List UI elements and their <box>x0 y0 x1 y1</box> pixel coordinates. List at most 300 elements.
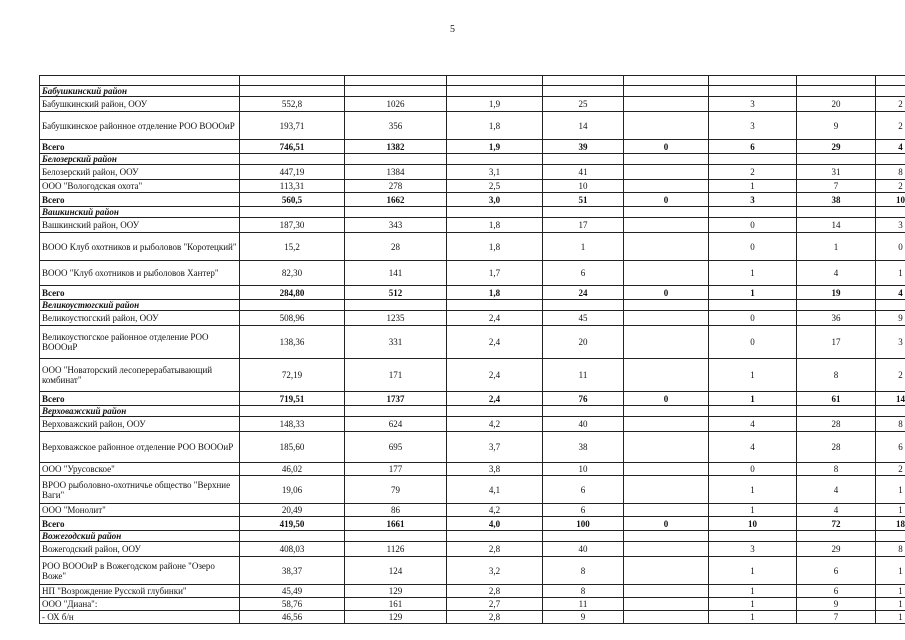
value-cell-c8: 14 <box>876 392 905 406</box>
value-cell-c2: 1382 <box>345 140 447 154</box>
value-cell-c5 <box>624 504 709 517</box>
value-cell-c6: 3 <box>709 542 797 557</box>
value-cell-c3: 3,1 <box>447 165 543 180</box>
table-row <box>40 261 905 286</box>
value-cell-c8: 3 <box>876 218 905 233</box>
value-cell-c8: 2 <box>876 463 905 476</box>
value-cell-c2: 1235 <box>345 311 447 326</box>
value-cell-c8: 1 <box>876 557 905 585</box>
value-cell-c4 <box>543 207 624 218</box>
entity-name: Верховажское районное отделение РОО ВОООиР <box>40 432 240 463</box>
value-cell-c4: 39 <box>543 140 624 154</box>
table-row <box>40 417 905 432</box>
value-cell-c1: 19,06 <box>240 476 345 504</box>
value-cell-c4 <box>543 154 624 165</box>
value-cell-c1: 15,2 <box>240 233 345 261</box>
entity-name: Великоустюгское районное отделение РОО ВОООиР <box>40 326 240 359</box>
value-cell-c2: 129 <box>345 585 447 598</box>
table-row <box>40 165 905 180</box>
entity-name: Всего <box>40 140 240 154</box>
value-cell-c4: 6 <box>543 476 624 504</box>
district-name: Белозерский район <box>40 154 240 165</box>
value-cell-c1 <box>240 86 345 97</box>
value-cell-c7 <box>797 531 876 542</box>
value-cell-c3 <box>447 207 543 218</box>
value-cell-c7 <box>797 300 876 311</box>
value-cell-c3 <box>447 531 543 542</box>
value-cell-c4: 10 <box>543 180 624 193</box>
entity-name: РОО ВОООиР в Вожегодском районе "Озеро Воже" <box>40 557 240 585</box>
value-cell-c3: 3,8 <box>447 463 543 476</box>
value-cell-c1: 185,60 <box>240 432 345 463</box>
value-cell-c6: 4 <box>709 432 797 463</box>
value-cell-c7: 7 <box>797 611 876 624</box>
value-cell-c8: 1 <box>876 611 905 624</box>
value-cell-c8: 10 <box>876 193 905 207</box>
value-cell-c5: 0 <box>624 193 709 207</box>
entity-name: ООО "Диана": <box>40 598 240 611</box>
value-cell-c2: 1384 <box>345 165 447 180</box>
value-cell-c5: 0 <box>624 286 709 300</box>
value-cell-c8: 4 <box>876 140 905 154</box>
value-cell-c4: 41 <box>543 165 624 180</box>
value-cell-c8: 0 <box>876 233 905 261</box>
header-cell <box>543 76 624 86</box>
district-name: Великоустюгский район <box>40 300 240 311</box>
value-cell-c6: 1 <box>709 359 797 392</box>
table-row <box>40 218 905 233</box>
total-row <box>40 517 905 531</box>
value-cell-c8: 8 <box>876 417 905 432</box>
value-cell-c5 <box>624 432 709 463</box>
header-cell <box>447 76 543 86</box>
value-cell-c8 <box>876 406 905 417</box>
value-cell-c6: 1 <box>709 476 797 504</box>
value-cell-c6: 10 <box>709 517 797 531</box>
value-cell-c4: 10 <box>543 463 624 476</box>
entity-name: ООО "Урусовское" <box>40 463 240 476</box>
value-cell-c7: 4 <box>797 504 876 517</box>
value-cell-c4: 100 <box>543 517 624 531</box>
district-header-row <box>40 531 905 542</box>
total-row <box>40 392 905 406</box>
value-cell-c1 <box>240 207 345 218</box>
district-name: Вожегодский район <box>40 531 240 542</box>
total-row <box>40 286 905 300</box>
value-cell-c6: 1 <box>709 392 797 406</box>
value-cell-c6: 1 <box>709 598 797 611</box>
value-cell-c6: 1 <box>709 585 797 598</box>
value-cell-c7: 19 <box>797 286 876 300</box>
value-cell-c1: 46,02 <box>240 463 345 476</box>
value-cell-c4: 6 <box>543 261 624 286</box>
value-cell-c8: 9 <box>876 311 905 326</box>
value-cell-c7 <box>797 154 876 165</box>
value-cell-c1: 447,19 <box>240 165 345 180</box>
value-cell-c8: 2 <box>876 180 905 193</box>
value-cell-c8 <box>876 207 905 218</box>
value-cell-c1: 193,71 <box>240 112 345 140</box>
value-cell-c5 <box>624 233 709 261</box>
table-row <box>40 311 905 326</box>
value-cell-c6: 3 <box>709 193 797 207</box>
value-cell-c2: 356 <box>345 112 447 140</box>
value-cell-c7: 61 <box>797 392 876 406</box>
value-cell-c6: 1 <box>709 180 797 193</box>
value-cell-c2: 141 <box>345 261 447 286</box>
value-cell-c7: 28 <box>797 417 876 432</box>
table-row <box>40 463 905 476</box>
value-cell-c3: 1,8 <box>447 286 543 300</box>
district-name: Вашкинский район <box>40 207 240 218</box>
entity-name: Верховажский район, ООУ <box>40 417 240 432</box>
value-cell-c3 <box>447 300 543 311</box>
value-cell-c5 <box>624 97 709 112</box>
value-cell-c7: 9 <box>797 598 876 611</box>
value-cell-c4: 11 <box>543 359 624 392</box>
value-cell-c6: 0 <box>709 311 797 326</box>
value-cell-c7: 20 <box>797 97 876 112</box>
district-header-row <box>40 300 905 311</box>
district-header-row <box>40 86 905 97</box>
value-cell-c6: 0 <box>709 326 797 359</box>
value-cell-c5 <box>624 531 709 542</box>
value-cell-c3: 2,8 <box>447 585 543 598</box>
value-cell-c1: 113,31 <box>240 180 345 193</box>
value-cell-c2: 124 <box>345 557 447 585</box>
value-cell-c4 <box>543 300 624 311</box>
column-header-row <box>40 76 905 86</box>
table-row <box>40 112 905 140</box>
header-cell <box>876 76 905 86</box>
table-body <box>40 76 905 624</box>
entity-name: Вашкинский район, ООУ <box>40 218 240 233</box>
value-cell-c7: 29 <box>797 140 876 154</box>
value-cell-c3: 1,9 <box>447 97 543 112</box>
total-row <box>40 140 905 154</box>
value-cell-c5 <box>624 476 709 504</box>
value-cell-c2: 278 <box>345 180 447 193</box>
value-cell-c6 <box>709 207 797 218</box>
value-cell-c6 <box>709 531 797 542</box>
table-row <box>40 476 905 504</box>
entity-name: Вожегодский район, ООУ <box>40 542 240 557</box>
table-row <box>40 180 905 193</box>
value-cell-c8 <box>876 86 905 97</box>
table-row <box>40 611 905 624</box>
district-name: Верховажский район <box>40 406 240 417</box>
table-row <box>40 97 905 112</box>
header-cell <box>797 76 876 86</box>
table-row <box>40 598 905 611</box>
value-cell-c1: 46,56 <box>240 611 345 624</box>
entity-name: ООО "Вологодская охота" <box>40 180 240 193</box>
value-cell-c4: 40 <box>543 542 624 557</box>
value-cell-c3: 3,7 <box>447 432 543 463</box>
value-cell-c8: 1 <box>876 504 905 517</box>
value-cell-c5 <box>624 207 709 218</box>
entity-name: - ОХ б/н <box>40 611 240 624</box>
value-cell-c2: 331 <box>345 326 447 359</box>
value-cell-c4: 8 <box>543 557 624 585</box>
header-cell <box>345 76 447 86</box>
value-cell-c3: 2,7 <box>447 598 543 611</box>
value-cell-c4: 9 <box>543 611 624 624</box>
value-cell-c4: 1 <box>543 233 624 261</box>
value-cell-c2: 624 <box>345 417 447 432</box>
value-cell-c2: 171 <box>345 359 447 392</box>
value-cell-c1 <box>240 300 345 311</box>
value-cell-c7: 4 <box>797 261 876 286</box>
value-cell-c7 <box>797 207 876 218</box>
value-cell-c1: 284,80 <box>240 286 345 300</box>
value-cell-c4: 24 <box>543 286 624 300</box>
value-cell-c5: 0 <box>624 392 709 406</box>
value-cell-c5 <box>624 300 709 311</box>
value-cell-c3: 2,4 <box>447 392 543 406</box>
value-cell-c4 <box>543 406 624 417</box>
value-cell-c6: 3 <box>709 112 797 140</box>
value-cell-c3: 1,8 <box>447 218 543 233</box>
value-cell-c1: 82,30 <box>240 261 345 286</box>
value-cell-c2: 129 <box>345 611 447 624</box>
value-cell-c3: 2,4 <box>447 311 543 326</box>
district-header-row <box>40 406 905 417</box>
value-cell-c5: 0 <box>624 140 709 154</box>
value-cell-c2 <box>345 154 447 165</box>
value-cell-c6: 1 <box>709 286 797 300</box>
value-cell-c5 <box>624 86 709 97</box>
value-cell-c6: 0 <box>709 218 797 233</box>
value-cell-c6: 1 <box>709 611 797 624</box>
value-cell-c5 <box>624 180 709 193</box>
value-cell-c3: 4,0 <box>447 517 543 531</box>
table-row <box>40 233 905 261</box>
value-cell-c3: 2,4 <box>447 359 543 392</box>
value-cell-c8: 1 <box>876 598 905 611</box>
entity-name: ВОOO "Клуб охотников и рыболовов Хантер" <box>40 261 240 286</box>
value-cell-c4: 11 <box>543 598 624 611</box>
value-cell-c2: 1737 <box>345 392 447 406</box>
value-cell-c8: 2 <box>876 97 905 112</box>
value-cell-c2: 28 <box>345 233 447 261</box>
value-cell-c1: 187,30 <box>240 218 345 233</box>
value-cell-c7 <box>797 406 876 417</box>
value-cell-c4: 38 <box>543 432 624 463</box>
district-header-row <box>40 207 905 218</box>
district-table <box>39 75 905 624</box>
value-cell-c6: 1 <box>709 261 797 286</box>
value-cell-c2: 695 <box>345 432 447 463</box>
value-cell-c3: 2,8 <box>447 611 543 624</box>
value-cell-c7: 38 <box>797 193 876 207</box>
value-cell-c5 <box>624 611 709 624</box>
value-cell-c2: 1026 <box>345 97 447 112</box>
value-cell-c4: 17 <box>543 218 624 233</box>
entity-name: Всего <box>40 286 240 300</box>
value-cell-c4: 8 <box>543 585 624 598</box>
value-cell-c3: 4,2 <box>447 417 543 432</box>
value-cell-c1: 552,8 <box>240 97 345 112</box>
value-cell-c5 <box>624 585 709 598</box>
value-cell-c8: 2 <box>876 359 905 392</box>
value-cell-c2 <box>345 531 447 542</box>
value-cell-c1: 20,49 <box>240 504 345 517</box>
value-cell-c1: 408,03 <box>240 542 345 557</box>
value-cell-c1: 45,49 <box>240 585 345 598</box>
value-cell-c2: 343 <box>345 218 447 233</box>
value-cell-c8: 2 <box>876 112 905 140</box>
value-cell-c5 <box>624 311 709 326</box>
value-cell-c3: 1,9 <box>447 140 543 154</box>
value-cell-c4: 20 <box>543 326 624 359</box>
header-cell <box>709 76 797 86</box>
value-cell-c3: 3,0 <box>447 193 543 207</box>
value-cell-c7: 4 <box>797 476 876 504</box>
value-cell-c7: 8 <box>797 463 876 476</box>
value-cell-c7: 72 <box>797 517 876 531</box>
entity-name: Великоустюгский район, ООУ <box>40 311 240 326</box>
value-cell-c8: 18 <box>876 517 905 531</box>
value-cell-c5 <box>624 154 709 165</box>
value-cell-c7: 8 <box>797 359 876 392</box>
entity-name: Всего <box>40 517 240 531</box>
value-cell-c1 <box>240 406 345 417</box>
value-cell-c3: 1,7 <box>447 261 543 286</box>
value-cell-c6: 3 <box>709 97 797 112</box>
value-cell-c3 <box>447 154 543 165</box>
value-cell-c3: 4,1 <box>447 476 543 504</box>
value-cell-c7: 36 <box>797 311 876 326</box>
value-cell-c7: 9 <box>797 112 876 140</box>
value-cell-c1: 38,37 <box>240 557 345 585</box>
entity-name: Бабушкинский район, ООУ <box>40 97 240 112</box>
value-cell-c1: 508,96 <box>240 311 345 326</box>
entity-name: Всего <box>40 193 240 207</box>
value-cell-c6 <box>709 86 797 97</box>
value-cell-c2: 1662 <box>345 193 447 207</box>
value-cell-c2 <box>345 86 447 97</box>
value-cell-c3: 4,2 <box>447 504 543 517</box>
value-cell-c4: 6 <box>543 504 624 517</box>
table-row <box>40 432 905 463</box>
value-cell-c5 <box>624 557 709 585</box>
entity-name: НП "Возрождение Русской глубинки" <box>40 585 240 598</box>
value-cell-c5 <box>624 417 709 432</box>
value-cell-c6: 1 <box>709 557 797 585</box>
value-cell-c4: 25 <box>543 97 624 112</box>
value-cell-c4 <box>543 86 624 97</box>
value-cell-c1: 419,50 <box>240 517 345 531</box>
value-cell-c1: 72,19 <box>240 359 345 392</box>
value-cell-c5 <box>624 463 709 476</box>
value-cell-c7: 29 <box>797 542 876 557</box>
value-cell-c5 <box>624 218 709 233</box>
table-row <box>40 557 905 585</box>
value-cell-c7: 6 <box>797 585 876 598</box>
value-cell-c2 <box>345 300 447 311</box>
value-cell-c8: 8 <box>876 542 905 557</box>
value-cell-c8: 8 <box>876 165 905 180</box>
value-cell-c7: 6 <box>797 557 876 585</box>
value-cell-c8: 1 <box>876 261 905 286</box>
value-cell-c7: 7 <box>797 180 876 193</box>
value-cell-c3: 3,2 <box>447 557 543 585</box>
value-cell-c2: 1661 <box>345 517 447 531</box>
value-cell-c1: 148,33 <box>240 417 345 432</box>
value-cell-c6 <box>709 154 797 165</box>
value-cell-c6: 2 <box>709 165 797 180</box>
header-cell <box>240 76 345 86</box>
value-cell-c4: 40 <box>543 417 624 432</box>
entity-name: ООО "Монолит" <box>40 504 240 517</box>
value-cell-c2: 1126 <box>345 542 447 557</box>
value-cell-c8 <box>876 531 905 542</box>
value-cell-c5 <box>624 359 709 392</box>
entity-name: Всего <box>40 392 240 406</box>
entity-name: ООО "Новаторский лесоперерабатывающий комбинат" <box>40 359 240 392</box>
value-cell-c1: 719,51 <box>240 392 345 406</box>
value-cell-c8: 1 <box>876 585 905 598</box>
value-cell-c7 <box>797 86 876 97</box>
value-cell-c4: 51 <box>543 193 624 207</box>
value-cell-c3: 2,8 <box>447 542 543 557</box>
value-cell-c4: 76 <box>543 392 624 406</box>
value-cell-c1: 560,5 <box>240 193 345 207</box>
value-cell-c2: 512 <box>345 286 447 300</box>
value-cell-c5 <box>624 112 709 140</box>
value-cell-c1: 138,36 <box>240 326 345 359</box>
value-cell-c6 <box>709 300 797 311</box>
value-cell-c8 <box>876 300 905 311</box>
value-cell-c4 <box>543 531 624 542</box>
value-cell-c8 <box>876 154 905 165</box>
value-cell-c8: 6 <box>876 432 905 463</box>
value-cell-c6: 0 <box>709 463 797 476</box>
value-cell-c1 <box>240 154 345 165</box>
value-cell-c3 <box>447 406 543 417</box>
table-row <box>40 326 905 359</box>
header-cell <box>40 76 240 86</box>
value-cell-c2 <box>345 406 447 417</box>
value-cell-c2: 161 <box>345 598 447 611</box>
value-cell-c5 <box>624 326 709 359</box>
value-cell-c8: 1 <box>876 476 905 504</box>
value-cell-c7: 28 <box>797 432 876 463</box>
value-cell-c8: 3 <box>876 326 905 359</box>
value-cell-c5: 0 <box>624 517 709 531</box>
value-cell-c4: 14 <box>543 112 624 140</box>
value-cell-c3: 1,8 <box>447 233 543 261</box>
entity-name: ВОOO Клуб охотников и рыболовов "Коротецкий" <box>40 233 240 261</box>
value-cell-c5 <box>624 542 709 557</box>
entity-name: Бабушкинское районное отделение РОО ВОООиР <box>40 112 240 140</box>
value-cell-c1: 746,51 <box>240 140 345 154</box>
table-row <box>40 504 905 517</box>
value-cell-c6 <box>709 406 797 417</box>
district-name: Бабушкинский район <box>40 86 240 97</box>
value-cell-c2: 177 <box>345 463 447 476</box>
value-cell-c6: 6 <box>709 140 797 154</box>
total-row <box>40 193 905 207</box>
value-cell-c7: 31 <box>797 165 876 180</box>
value-cell-c7: 14 <box>797 218 876 233</box>
value-cell-c6: 4 <box>709 417 797 432</box>
entity-name: ВРОО рыболовно-охотничье общество "Верхние Ваги" <box>40 476 240 504</box>
value-cell-c3: 2,4 <box>447 326 543 359</box>
value-cell-c5 <box>624 598 709 611</box>
value-cell-c1 <box>240 531 345 542</box>
